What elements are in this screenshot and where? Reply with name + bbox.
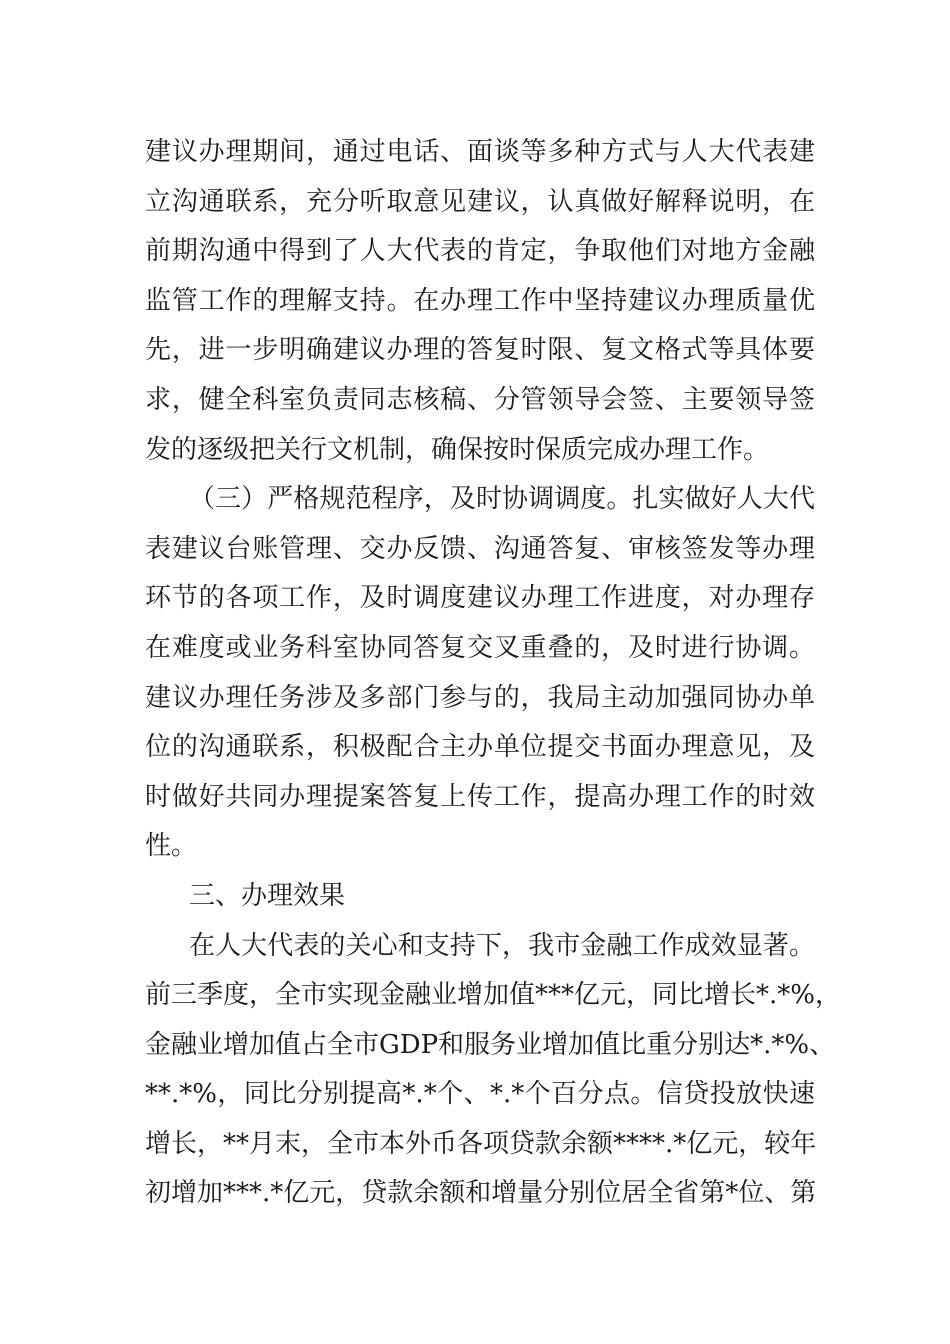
- text-line: 在难度或业务科室协同答复交叉重叠的，及时进行协调。: [145, 632, 815, 663]
- text-line: 前期沟通中得到了人大代表的肯定，争取他们对地方金融: [145, 236, 815, 267]
- text-line: 表建议台账管理、交办反馈、沟通答复、审核签发等办理: [145, 533, 815, 564]
- text-line: 立沟通联系，充分听取意见建议，认真做好解释说明，在: [145, 186, 815, 217]
- text-line: 监管工作的理解支持。在办理工作中坚持建议办理质量优: [145, 285, 815, 316]
- text-line: 在人大代表的关心和支持下，我市金融工作成效显著。: [189, 930, 815, 961]
- text-line: 增长，**月末，全市本外币各项贷款余额****.*亿元，较年: [145, 1128, 817, 1159]
- text-line: 建议办理任务涉及多部门参与的，我局主动加强同协办单: [145, 682, 815, 713]
- section-heading-3: （三）严格规范程序，及时协调调度。扎实做好人大代: [189, 484, 815, 515]
- text-line: 建议办理期间，通过电话、面谈等多种方式与人大代表建: [145, 137, 815, 167]
- text-line: 金融业增加值占全市GDP和服务业增加值比重分别达*.*%、: [145, 1029, 836, 1060]
- text-line: 先，进一步明确建议办理的答复时限、复文格式等具体要: [145, 335, 815, 366]
- text-line: 发的逐级把关行文机制，确保按时保质完成办理工作。: [145, 434, 770, 465]
- text-line: 前三季度，全市实现金融业增加值***亿元，同比增长*.*%，: [145, 980, 841, 1011]
- body-text: [145, 128, 841, 1219]
- text-line: 时做好共同办理提案答复上传工作，提高办理工作的时效: [145, 781, 815, 812]
- text-line: **.*%，同比分别提高*.*个、*.*个百分点。信贷投放快速: [145, 1079, 815, 1110]
- text-line: 性。: [145, 831, 198, 862]
- text-line: 位的沟通联系，积极配合主办单位提交书面办理意见，及: [145, 732, 815, 763]
- text-line: 初增加***.*亿元，贷款余额和增量分别位居全省第*位、第: [145, 1178, 817, 1209]
- text-line: 求，健全科室负责同志核稿、分管领导会签、主要领导签: [145, 384, 815, 415]
- section-heading: 三、办理效果: [189, 880, 346, 911]
- text-line: 环节的各项工作，及时调度建议办理工作进度，对办理存: [145, 583, 815, 614]
